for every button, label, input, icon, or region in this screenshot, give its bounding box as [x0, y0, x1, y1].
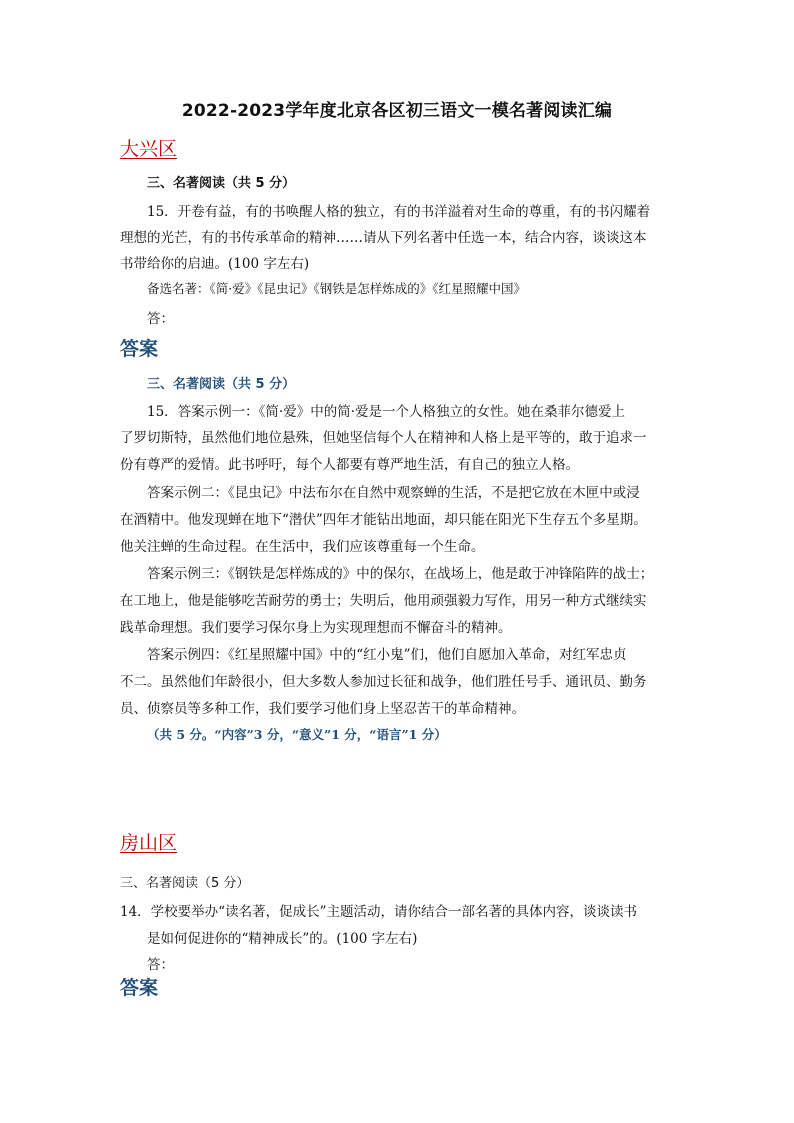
- answer-line: 在工地上，他是能够吃苦耐劳的勇士；失明后，他用顽强毅力写作，用另一种方式继续实: [120, 593, 647, 609]
- district-heading-fangshan: 房山区: [120, 832, 178, 854]
- district-heading-daxing: 大兴区: [120, 138, 178, 160]
- answer-line: 答案示例三：《钢铁是怎样炼成的》中的保尔，在战场上，他是敢于冲锋陷阵的战士；: [147, 566, 654, 582]
- question-line: 15．开卷有益，有的书唤醒人格的独立，有的书洋溢着对生命的尊重，有的书闪耀着: [147, 204, 651, 220]
- answer-line: 答案示例二：《昆虫记》中法布尔在自然中观察蝉的生活，不是把它放在木匣中或浸: [147, 485, 640, 501]
- question-line: 是如何促进你的“精神成长”的。(100 字左右): [147, 931, 418, 947]
- answer-section-heading: 三、名著阅读（共 5 分）: [147, 377, 296, 392]
- answer-prompt: 答：: [147, 957, 174, 973]
- answer-line: 了罗切斯特，虽然他们地位悬殊，但她坚信每个人在精神和人格上是平等的，敢于追求一: [120, 430, 647, 446]
- section-heading: 三、名著阅读（共 5 分）: [147, 176, 296, 191]
- question-line: 理想的光芒，有的书传承革命的精神……请从下列名著中任选一本，结合内容，谈谈这本: [120, 230, 647, 246]
- document-title: 2022-2023学年度北京各区初三语文一模名著阅读汇编: [181, 101, 613, 121]
- answer-line: 份有尊严的爱情。此书呼吁，每个人都要有尊严地生活，有自己的独立人格。: [120, 457, 579, 473]
- answer-line: 答案示例四：《红星照耀中国》中的“红小鬼”们，他们自愿加入革命，对红军忠贞: [147, 647, 627, 663]
- answer-line: 践革命理想。我们要学习保尔身上为实现理想而不懈奋斗的精神。: [120, 620, 512, 636]
- scoring-note: （共 5 分。“内容”3 分，“意义”1 分，“语言”1 分）: [147, 727, 447, 742]
- answer-line: 15．答案示例一：《简·爱》中的简·爱是一个人格独立的女性。她在桑菲尔德爱上: [147, 404, 626, 420]
- question-line: 14．学校要举办“读名著，促成长”主题活动，请你结合一部名著的具体内容，谈谈读书: [120, 904, 637, 920]
- question-line: 书带给你的启迪。(100 字左右): [120, 256, 310, 272]
- answer-line: 不二。虽然他们年龄很小，但大多数人参加过长征和战争，他们胜任号手、通讯员、勤务: [120, 674, 647, 690]
- answer-heading: 答案: [120, 338, 159, 360]
- section-heading: 三、名著阅读（5 分）: [120, 876, 250, 891]
- book-options: 备选名著：《简·爱》《昆虫记》《钢铁是怎样炼成的》《红星照耀中国》: [147, 281, 526, 296]
- answer-line: 员、侦察员等多种工作，我们要学习他们身上坚忍苦干的革命精神。: [120, 701, 525, 717]
- answer-prompt: 答：: [147, 311, 174, 327]
- answer-line: 在酒精中。他发现蝉在地下“潜伏”四年才能钻出地面，却只能在阳光下生存五个多星期。: [120, 512, 647, 528]
- answer-line: 他关注蝉的生命过程。在生活中，我们应该尊重每一个生命。: [120, 539, 485, 555]
- answer-heading: 答案: [120, 977, 159, 999]
